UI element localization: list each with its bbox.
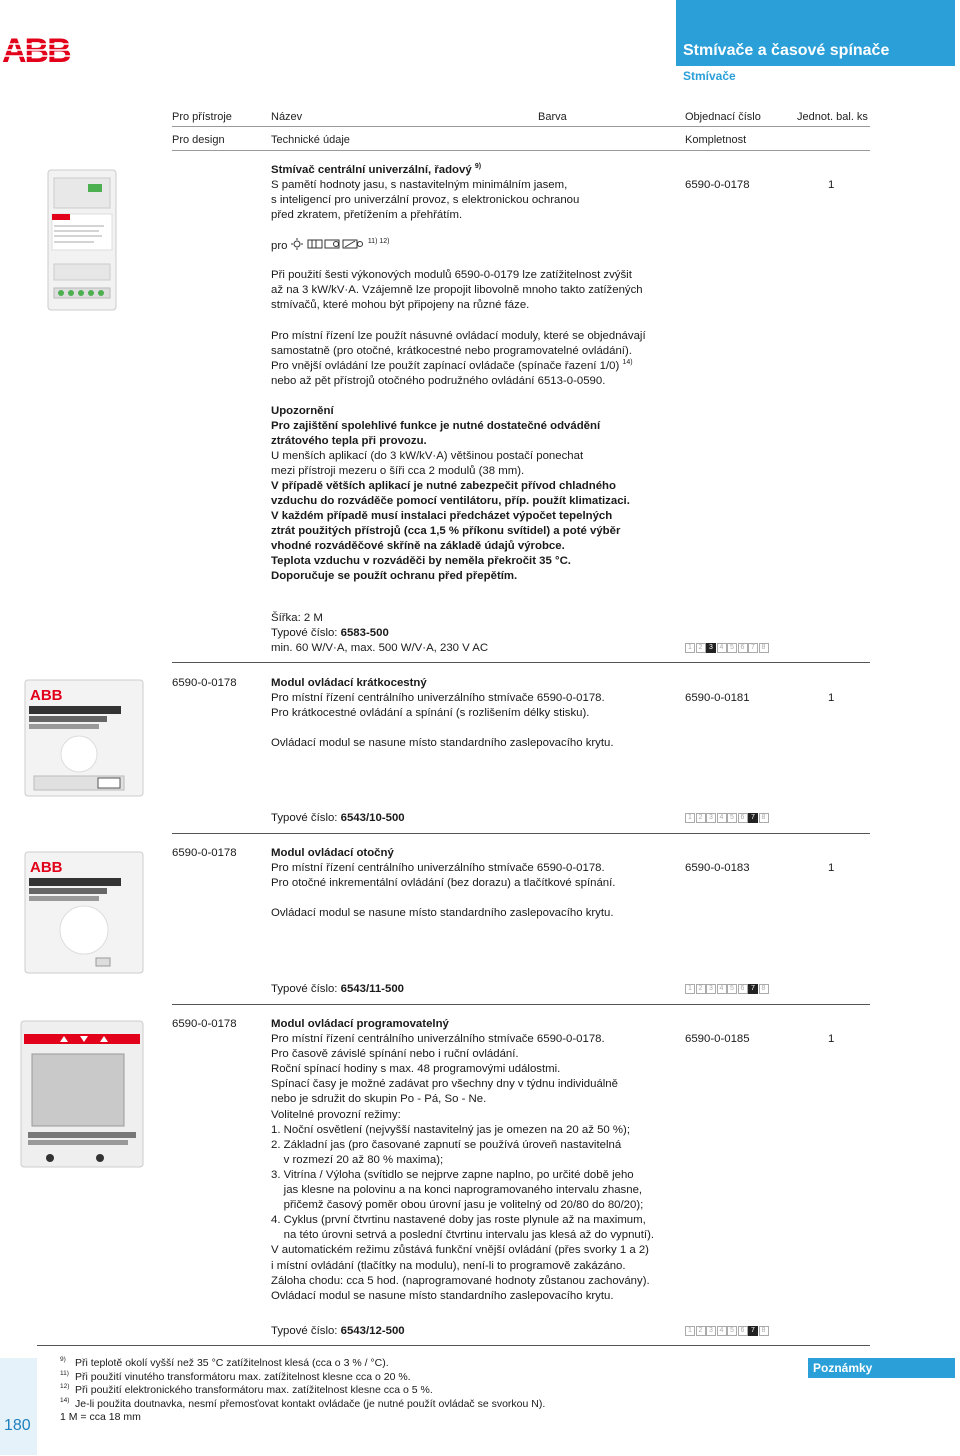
module-title: Modul ovládací otočný: [271, 847, 394, 859]
completeness-box: 1: [685, 1326, 695, 1336]
module-line: V automatickém režimu zůstává funkční vnější ovládání (přes svorky 1 a 2): [271, 1244, 649, 1257]
module-note: Ovládací modul se nasune místo standardního zaslepovacího krytu.: [271, 737, 614, 749]
para2-line: Pro vnější ovládání lze použít zapínací ovládače (spínače řazení 1/0) $^{14)}$: [271, 359, 633, 372]
pack-qty: 1: [828, 692, 835, 704]
module-line: Roční spínací hodiny s max. 48 programovými událostmi.: [271, 1063, 561, 1076]
warning-line: V každém případě musí instalaci předcházet výpočet tepelných: [271, 510, 613, 522]
pack-qty: 1: [828, 1033, 835, 1045]
warning-line: U menších aplikací (do 3 kW/kV·A) většinou postačí ponechat: [271, 450, 584, 462]
module-line: jas klesne na polovinu a na konci naprogramovaného intervalu zhasne,: [271, 1184, 643, 1196]
load-types: pro $^{11) 12)}$: [271, 238, 390, 252]
module-line: Volitelné provozní režimy:: [271, 1108, 401, 1121]
completeness-box: 2: [696, 813, 706, 823]
completeness-scale: [685, 1326, 769, 1336]
svg-text:ABB: ABB: [2, 34, 70, 66]
module-line: 1. Noční osvětlení (nejvyšší nastavitelný jas je omezen na 20 až 50 %);: [271, 1123, 630, 1136]
footnote-text: Při použití vinutého transformátoru max. zatížitelnost klesne cca o 20 %.: [75, 1370, 411, 1383]
completeness-box: 7: [748, 1326, 758, 1336]
module-line: 2. Základní jas (pro časované zapnutí se používá úroveň nastavitelná: [271, 1138, 622, 1151]
para1-line: až na 3 kW/kV·A. Vzájemně lze propojit libovolně mnoho takto zatížených: [271, 284, 643, 296]
footnote-m: 1 M = cca 18 mm: [60, 1411, 141, 1423]
completeness-box: 1: [685, 813, 695, 823]
completeness-box: 5: [727, 813, 737, 823]
module-line: přičemž časový poměr obou úrovní jasu je volitelný od 20/80 do 80/20);: [271, 1199, 644, 1212]
module-for: 6590-0-0178: [172, 847, 237, 859]
completeness-scale: [685, 984, 769, 994]
footnote-text: Při použití elektronického transformátoru max. zatížitelnost klesne cca o 5 %.: [75, 1384, 433, 1396]
order-number: 6590-0-0181: [685, 692, 750, 704]
module-line: Pro místní řízení centrálního univerzálního stmívače 6590-0-0178.: [271, 692, 605, 704]
para2-line: nebo až pět přístrojů otočného podružného ovládání 6513-0-0590.: [271, 375, 606, 387]
footnote: [60, 1356, 389, 1370]
completeness-box: 4: [717, 813, 727, 823]
module-short-image: [24, 678, 144, 798]
module-line: Pro krátkocestné ovládání a spínání (s rozlišením délky stisku).: [271, 707, 590, 719]
completeness-box: 7: [748, 643, 758, 653]
order-number: 6590-0-0183: [685, 862, 750, 874]
col-kompletnost: Kompletnost: [685, 134, 747, 146]
module-line: i místní ovládání (tlačítky na modulu), není-li to programově zakázáno.: [271, 1259, 626, 1272]
completeness-box: 8: [759, 813, 769, 823]
footnote: [60, 1370, 411, 1384]
order-number: 6590-0-0178: [685, 179, 750, 191]
completeness-box: 2: [696, 643, 706, 653]
divider: [172, 833, 870, 834]
type-number: Typové číslo: 6543/11-500: [271, 983, 404, 995]
warning-line: Teplota vzduchu v rozváděči by neměla překročit 35 °C.: [271, 555, 571, 567]
page-subtitle: Stmívače: [683, 69, 736, 83]
module-line: na této úrovni setrvá a poslední čtvrtinu intervalu jas klesá až do vypnutí).: [271, 1229, 655, 1242]
module-line: v rozmezí 20 až 80 % maxima);: [271, 1153, 444, 1166]
col-pro-design: Pro design: [172, 134, 225, 146]
divider: [37, 1345, 870, 1346]
completeness-box: 3: [706, 813, 716, 823]
module-line: Pro místní řízení centrálního univerzálního stmívače 6590-0-0178.: [271, 862, 605, 874]
warning-line: ztrát použitých přístrojů (cca 1,5 % příkonu svítidel) a poté výběr: [271, 525, 621, 537]
completeness-box: 6: [738, 813, 748, 823]
warning-title: Upozornění: [271, 405, 334, 417]
completeness-box: 4: [717, 643, 727, 653]
module-title: Modul ovládací programovatelný: [271, 1018, 449, 1030]
module-rotary-image: [24, 850, 144, 975]
type-number: Typové číslo: 6583-500: [271, 627, 389, 639]
warning-line: vzduchu do rozváděče pomocí ventilátoru, příp. použít klimatizaci.: [271, 495, 630, 507]
width-info: Šířka: 2 M: [271, 612, 323, 624]
completeness-box: 3: [706, 643, 716, 653]
pack-qty: 1: [828, 179, 835, 191]
notes-label: Poznámky: [813, 1361, 873, 1375]
completeness-scale: [685, 813, 769, 823]
footnote: [60, 1383, 433, 1397]
module-for: 6590-0-0178: [172, 1018, 237, 1030]
completeness-box: 5: [727, 1326, 737, 1336]
order-number: 6590-0-0185: [685, 1033, 750, 1045]
module-for: 6590-0-0178: [172, 677, 237, 689]
module-line: Pro časově závislé spínání nebo i ruční ovládání.: [271, 1048, 519, 1061]
col-objednaci-cislo: Objednací číslo: [685, 111, 761, 123]
col-barva: Barva: [538, 111, 567, 123]
footnote-marker: 14): [60, 1396, 70, 1404]
completeness-box: 6: [738, 643, 748, 653]
footnote: [60, 1397, 545, 1411]
completeness-box: 2: [696, 984, 706, 994]
footnote-marker: 11): [60, 1369, 69, 1377]
completeness-box: 1: [685, 984, 695, 994]
module-note: Ovládací modul se nasune místo standardního zaslepovacího krytu.: [271, 907, 614, 919]
divider: [172, 662, 870, 663]
divider: [172, 150, 870, 151]
page-number: 180: [4, 1417, 31, 1434]
warning-line: mezi přístroji mezeru o šíři cca 2 modulů (38 mm).: [271, 465, 525, 477]
warning-line: V případě větších aplikací je nutné zabezpečit přívod chladného: [271, 480, 616, 492]
svg-text:ABB: ABB: [30, 859, 63, 876]
product-desc-1: S pamětí hodnoty jasu, s nastavitelným minimálním jasem,: [271, 179, 568, 191]
module-programmable-image: [20, 1020, 144, 1168]
module-line: Pro otočné inkrementální ovládání (bez dorazu) a tlačítkové spínání.: [271, 877, 616, 889]
para1-line: Při použití šesti výkonových modulů 6590-0-0179 lze zatížitelnost zvýšit: [271, 269, 632, 281]
module-line: nebo je sdružit do skupin Po - Pá, So - Ne.: [271, 1093, 487, 1106]
para2-line: Pro místní řízení lze použít násuvné ovládací moduly, které se objednávají: [271, 330, 646, 342]
completeness-box: 3: [706, 1326, 716, 1336]
warning-line: Pro zajištění spolehlivé funkce je nutné dostatečné odvádění: [271, 420, 601, 432]
footnote-marker: 9): [60, 1356, 66, 1363]
module-line: Pro místní řízení centrálního univerzálního stmívače 6590-0-0178.: [271, 1033, 605, 1045]
completeness-box: 3: [706, 984, 716, 994]
type-number: Typové číslo: 6543/12-500: [271, 1325, 405, 1337]
warning-line: ztrátového tepla při provozu.: [271, 435, 427, 447]
pack-qty: 1: [828, 862, 835, 874]
abb-logo: [2, 34, 74, 66]
completeness-box: 7: [748, 984, 758, 994]
warning-line: vhodné rozváděčové skříně na základě údajů výrobce.: [271, 540, 565, 552]
completeness-box: 8: [759, 643, 769, 653]
completeness-box: 6: [738, 984, 748, 994]
dimmer-product-image: [44, 168, 120, 312]
completeness-box: 4: [717, 1326, 727, 1336]
completeness-box: 1: [685, 643, 695, 653]
product-title: Stmívač centrální univerzální, řadový $^{9)}$: [271, 163, 482, 176]
page-number-box: [0, 1358, 37, 1455]
product-desc-2: s inteligencí pro univerzální provoz, s elektronickou ochranou: [271, 194, 580, 206]
completeness-box: 5: [727, 984, 737, 994]
col-jednot-bal: Jednot. bal. ks: [797, 111, 868, 123]
col-technicke-udaje: Technické údaje: [271, 134, 350, 146]
col-nazev: Název: [271, 111, 303, 123]
para1-line: stmívačů, které mohou být připojeny na různé fáze.: [271, 299, 530, 311]
footnote-marker: 12): [60, 1383, 70, 1390]
warning-line: Doporučuje se použít ochranu před přepětím.: [271, 570, 518, 582]
completeness-box: 8: [759, 1326, 769, 1336]
col-pro-pristroje: Pro přístroje: [172, 111, 232, 123]
module-line: 4. Cyklus (první čtvrtinu nastavené doby jas roste plynule až na maximum,: [271, 1214, 646, 1227]
completeness-scale: [685, 643, 769, 653]
load-type-icons: [291, 238, 365, 250]
completeness-box: 6: [738, 1326, 748, 1336]
type-number: Typové číslo: 6543/10-500: [271, 812, 405, 824]
footnote-text: Je-li použita doutnavka, nesmí přemosťovat kontakt ovládače (je nutné použít ovládač se svorkou N).: [75, 1397, 546, 1410]
module-line: Spínací časy je možné zadávat pro všechny dny v týdnu individuálně: [271, 1078, 618, 1091]
para2-line: samostatně (pro otočné, krátkocestné nebo programovatelné ovládání).: [271, 345, 632, 357]
module-title: Modul ovládací krátkocestný: [271, 677, 427, 689]
completeness-box: 7: [748, 813, 758, 823]
divider: [172, 126, 870, 127]
page-title: Stmívače a časové spínače: [683, 42, 890, 59]
completeness-box: 2: [696, 1326, 706, 1336]
completeness-box: 5: [727, 643, 737, 653]
module-line: Záloha chodu: cca 5 hod. (naprogramované hodnoty zůstanou zachovány).: [271, 1274, 650, 1287]
footnote-text: Při teplotě okolí vyšší než 35 °C zatížitelnost klesá (cca o 3 % / °C).: [75, 1357, 389, 1369]
power-range: min. 60 W/V·A, max. 500 W/V·A, 230 V AC: [271, 642, 489, 654]
product-desc-3: před zkratem, přetížením a přehřátím.: [271, 209, 463, 221]
svg-text:ABB: ABB: [30, 687, 63, 704]
completeness-box: 8: [759, 984, 769, 994]
module-line: Ovládací modul se nasune místo standardního zaslepovacího krytu.: [271, 1289, 614, 1302]
divider: [172, 1004, 870, 1005]
module-line: 3. Vitrína / Výloha (svítidlo se nejprve zapne naplno, po určité době jeho: [271, 1168, 634, 1181]
completeness-box: 4: [717, 984, 727, 994]
